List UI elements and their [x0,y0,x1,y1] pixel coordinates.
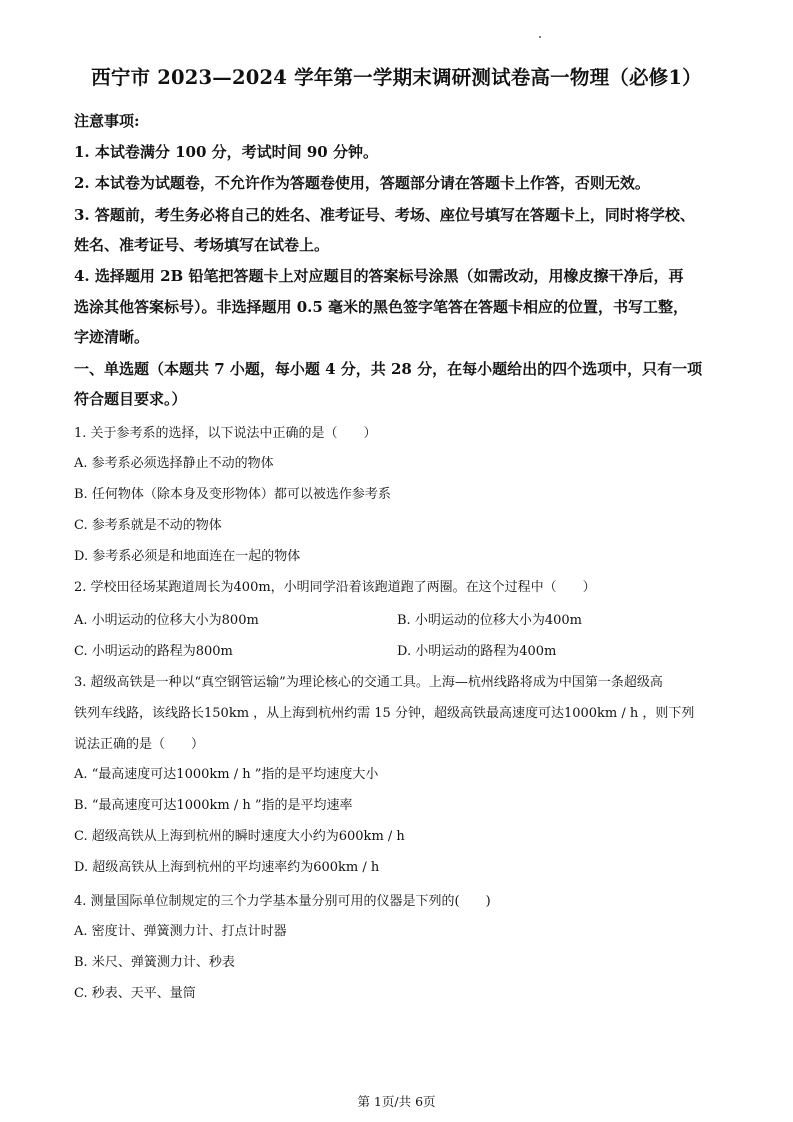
notice-item-3: 3. 答题前，考生务必将自己的姓名、准考证号、考场、座位号填写在答题卡上，同时将学校、 [74,206,695,224]
q3-option-b: B. “最高速度可达1000km / h ”指的是平均速率 [74,798,353,813]
notice-item-1: 1. 本试卷满分 100 分，考试时间 90 分钟。 [74,143,378,161]
notice-item-3-cont: 姓名、准考证号、考场填写在试卷上。 [74,236,330,254]
q4-option-a: A. 密度计、弹簧测力计、打点计时器 [74,924,287,939]
q3-stem-line-1: 3. 超级高铁是一种以“真空钢管运输”为理论核心的交通工具。上海—杭州线路将成为中国第一条超级高 [74,675,663,690]
q3-option-c: C. 超级高铁从上海到杭州的瞬时速度大小约为600km / h [74,829,405,844]
scan-dot [539,36,541,38]
q1-stem: 1. 关于参考系的选择，以下说法中正确的是（ ） [74,426,377,441]
notice-item-4-cont: 选涂其他答案标号）。非选择题用 0.5 毫米的黑色签字笔答在答题卡相应的位置，书写工整， [74,298,689,316]
q4-option-b: B. 米尺、弹簧测力计、秒表 [74,955,235,970]
q1-option-b: B. 任何物体（除本身及变形物体）都可以被选作参考系 [74,487,391,502]
section-heading-cont: 符合题目要求。） [74,390,187,408]
q2-option-c: C. 小明运动的路程为800m [74,644,233,659]
q2-option-b: B. 小明运动的位移大小为400m [397,613,582,628]
q3-option-a: A. “最高速度可达1000km / h ”指的是平均速度大小 [74,767,379,782]
notice-item-4: 4. 选择题用 2B 铅笔把答题卡上对应题目的答案标号涂黑（如需改动，用橡皮擦干净后，再 [74,267,684,285]
q3-stem-line-3: 说法正确的是（ ） [74,737,205,752]
q1-option-c: C. 参考系就是不动的物体 [74,518,222,533]
q3-option-d: D. 超级高铁从上海到杭州的平均速率约为600km / h [74,860,380,875]
q1-option-a: A. 参考系必须选择静止不动的物体 [74,456,274,471]
q4-stem: 4. 测量国际单位制规定的三个力学基本量分别可用的仪器是下列的( ) [74,894,491,909]
page-title: 西宁市 2023—2024 学年第一学期末调研测试卷高一物理（必修1） [91,66,702,89]
q3-stem-line-2: 铁列车线路，该线路长150km ，从上海到杭州约需 15 分钟，超级高铁最高速度可达1000km / h ，则下列 [74,706,695,721]
notice-item-2: 2. 本试卷为试题卷，不允许作为答题卷使用，答题部分请在答题卡上作答，否则无效。 [74,174,650,192]
notice-heading: 注意事项: [74,112,140,130]
notice-item-4-cont2: 字迹清晰。 [74,328,150,346]
q1-option-d: D. 参考系必须是和地面连在一起的物体 [74,549,301,564]
q2-stem: 2. 学校田径场某跑道周长为400m，小明同学沿着该跑道跑了两圈。在这个过程中（ ） [74,580,596,595]
q2-option-d: D. 小明运动的路程为400m [397,644,557,659]
section-heading: 一、单选题（本题共 7 小题，每小题 4 分，共 28 分，在每小题给出的四个选项中，只有一项 [74,360,703,378]
q4-option-c: C. 秒表、天平、量筒 [74,986,196,1001]
page-footer: 第 1页/共 6页 [357,1094,436,1109]
q2-option-a: A. 小明运动的位移大小为800m [74,613,259,628]
